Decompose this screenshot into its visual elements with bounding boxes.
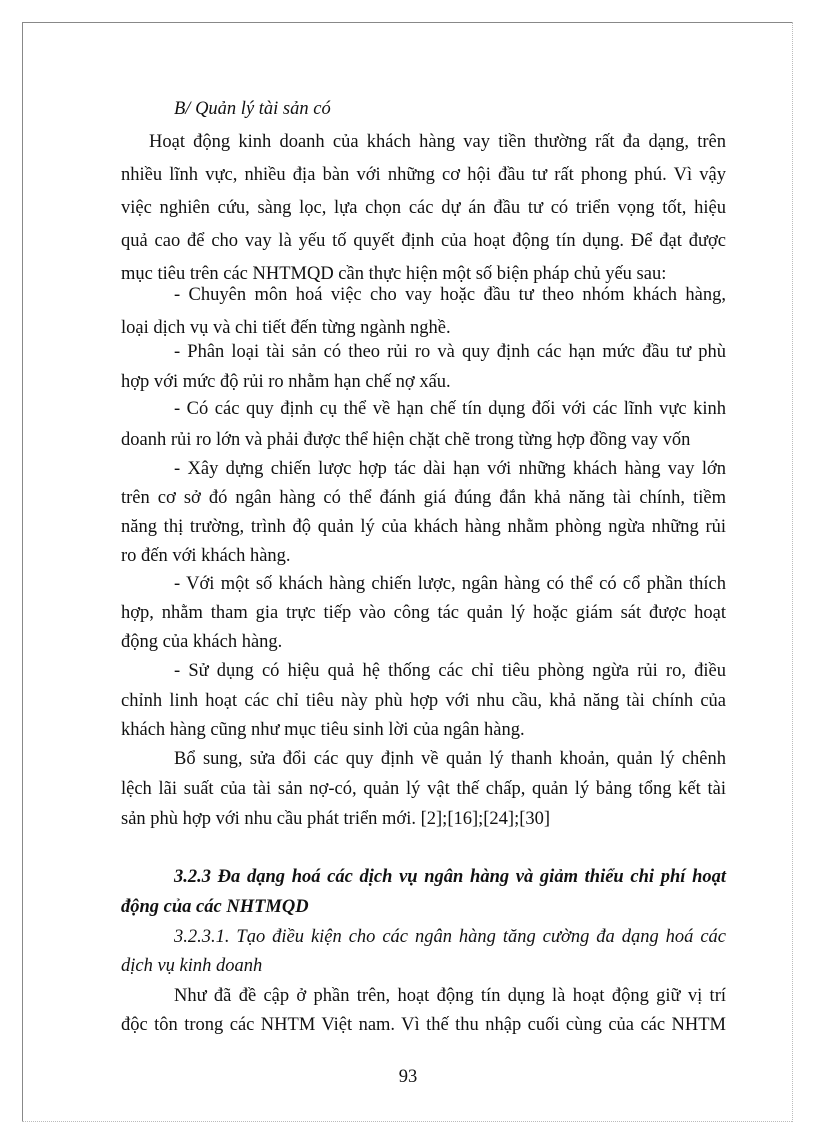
bullet-5-line-2: hợp, nhằm tham gia trực tiếp vào công tác quản lý hoặc giám sát được hoạt bbox=[121, 603, 726, 623]
paragraph-2-line-2: lệch lãi suất của tài sản nợ-có, quản lý vật thế chấp, quản lý bảng tổng kết tài bbox=[121, 779, 726, 799]
bullet-5-line-3: động của khách hàng. bbox=[121, 632, 283, 652]
paragraph-2-line-3: sản phù hợp với nhu cầu phát triển mới. [2];[16];[24];[30] bbox=[121, 809, 551, 829]
paragraph-1-line-1: Hoạt động kinh doanh của khách hàng vay tiền thường rất đa dạng, trên bbox=[149, 132, 726, 152]
bullet-3-line-1: - Có các quy định cụ thể về hạn chế tín dụng đối với các lĩnh vực kinh bbox=[174, 399, 726, 419]
section-title: B/ Quản lý tài sản có bbox=[174, 99, 331, 119]
bullet-2-line-1: - Phân loại tài sản có theo rủi ro và quy định các hạn mức đầu tư phù bbox=[174, 342, 726, 362]
section-heading-line-2: động của các NHTMQD bbox=[121, 897, 309, 917]
page-border-top bbox=[22, 22, 792, 23]
paragraph-3-line-1: Như đã đề cập ở phần trên, hoạt động tín dụng là hoạt động giữ vị trí bbox=[174, 986, 726, 1006]
bullet-4-line-1: - Xây dựng chiến lược hợp tác dài hạn với những khách hàng vay lớn bbox=[174, 459, 726, 479]
page-border-right bbox=[792, 22, 793, 1122]
bullet-6-line-2: chỉnh linh hoạt các chỉ tiêu này phù hợp với nhu cầu, khả năng tài chính của bbox=[121, 691, 726, 711]
paragraph-1-line-4: quả cao để cho vay là yếu tố quyết định của hoạt động tín dụng. Để đạt được bbox=[121, 231, 726, 251]
bullet-4-line-2: trên cơ sở đó ngân hàng có thể đánh giá đúng đắn khả năng tài chính, tiềm bbox=[121, 488, 726, 508]
paragraph-2-line-1: Bổ sung, sửa đổi các quy định về quản lý thanh khoản, quản lý chênh bbox=[174, 749, 726, 769]
bullet-1-line-1: - Chuyên môn hoá việc cho vay hoặc đầu tư theo nhóm khách hàng, bbox=[174, 285, 726, 305]
paragraph-3-line-2: độc tôn trong các NHTM Việt nam. Vì thế thu nhập cuối cùng của các NHTM bbox=[121, 1015, 726, 1035]
page-number: 93 bbox=[398, 1067, 418, 1087]
bullet-6-line-3: khách hàng cũng như mục tiêu sinh lời của ngân hàng. bbox=[121, 720, 525, 740]
subsection-heading-line-1: 3.2.3.1. Tạo điều kiện cho các ngân hàng tăng cường đa dạng hoá các bbox=[174, 927, 726, 947]
bullet-4-line-3: năng thị trường, trình độ quản lý của khách hàng nhằm phòng ngừa những rủi bbox=[121, 517, 726, 537]
page-border-left bbox=[22, 22, 23, 1122]
bullet-2-line-2: hợp với mức độ rủi ro nhằm hạn chế nợ xấu. bbox=[121, 372, 451, 392]
bullet-5-line-1: - Với một số khách hàng chiến lược, ngân hàng có thể có cổ phần thích bbox=[174, 574, 726, 594]
subsection-heading-line-2: dịch vụ kinh doanh bbox=[121, 956, 263, 976]
page-border-bottom bbox=[22, 1121, 792, 1122]
bullet-6-line-1: - Sử dụng có hiệu quả hệ thống các chỉ tiêu phòng ngừa rủi ro, điều bbox=[174, 661, 726, 681]
bullet-3-line-2: doanh rủi ro lớn và phải được thể hiện chặt chẽ trong từng hợp đồng vay vốn bbox=[121, 430, 691, 450]
paragraph-1-line-5: mục tiêu trên các NHTMQD cần thực hiện một số biện pháp chủ yếu sau: bbox=[121, 264, 667, 284]
bullet-4-line-4: ro đến với khách hàng. bbox=[121, 546, 291, 566]
bullet-1-line-2: loại dịch vụ và chi tiết đến từng ngành nghề. bbox=[121, 318, 451, 338]
section-heading-line-1: 3.2.3 Đa dạng hoá các dịch vụ ngân hàng và giảm thiểu chi phí hoạt bbox=[174, 867, 726, 887]
paragraph-1-line-2: nhiều lĩnh vực, nhiều địa bàn với những cơ hội đầu tư rất phong phú. Vì vậy bbox=[121, 165, 726, 185]
paragraph-1-line-3: việc nghiên cứu, sàng lọc, lựa chọn các dự án đầu tư có triển vọng tốt, hiệu bbox=[121, 198, 726, 218]
